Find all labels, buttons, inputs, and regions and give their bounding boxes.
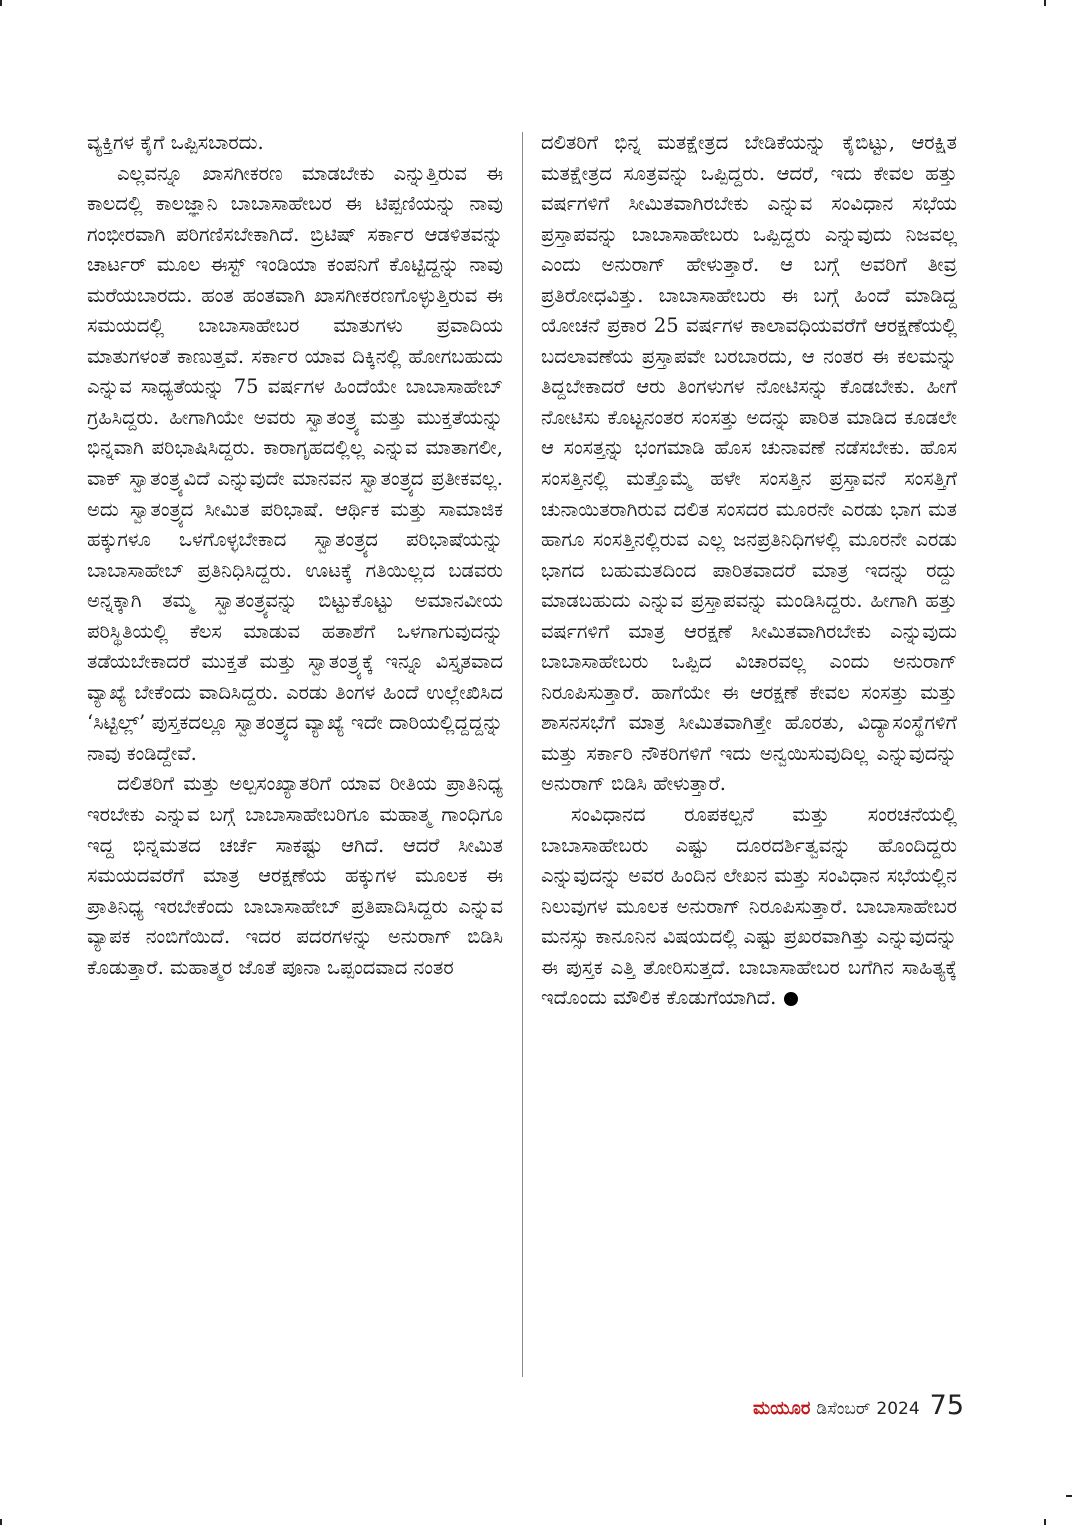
paragraph: ದಲಿತರಿಗೆ ಮತ್ತು ಅಲ್ಪಸಂಖ್ಯಾತರಿಗೆ ಯಾವ ರೀತಿಯ ಪ್ರಾತಿನಿಧ್ಯ ಇರಬೇಕು ಎನ್ನುವ ಬಗ್ಗೆ ಬಾಬಾಸಾಹೇಬರಿಗೂ ಮಹಾತ್ಮ ಗಾಂಧಿಗೂ ಇದ್ದ ಭಿನ್ನಮತದ ಚರ್ಚೆ ಸಾಕಷ್ಟು ಆಗಿದೆ. ಆದರೆ ಸೀಮಿತ ಸಮಯದವರೆಗೆ ಮಾತ್ರ ಆರಕ್ಷಣೆಯ ಹಕ್ಕುಗಳ ಮೂಲಕ ಈ ಪ್ರಾತಿನಿಧ್ಯ ಇರಬೇಕೆಂದು ಬಾಬಾಸಾಹೇಬ್ ಪ್ರತಿಪಾದಿಸಿದ್ದರು ಎನ್ನುವ ವ್ಯಾಪಕ ನಂಬಿಗೆಯಿದೆ. ಇದರ ಪದರಗಳನ್ನು ಅನುರಾಗ್ ಬಿಡಿಸಿ ಕೊಡುತ್ತಾರೆ. ಮಹಾತ್ಮರ ಜೊತೆ ಪೂನಾ ಒಪ್ಪಂದವಾದ ನಂತರ (87, 772, 503, 979)
issue-year: 2024 (876, 1399, 920, 1419)
column-divider (522, 132, 523, 1377)
issue-month: ಡಿಸೆಂಬರ್ (816, 1399, 871, 1419)
left-column (87, 128, 503, 983)
crop-mark-bottom-left (0, 1519, 2, 1525)
page-number: 75 (929, 1390, 964, 1421)
right-column (541, 128, 957, 1014)
paragraph: ವ್ಯಕ್ತಿಗಳ ಕೈಗೆ ಒಪ್ಪಿಸಬಾರದು. (87, 131, 264, 154)
paragraph-final (541, 800, 957, 1014)
paragraph: ದಲಿತರಿಗೆ ಭಿನ್ನ ಮತಕ್ಷೇತ್ರದ ಬೇಡಿಕೆಯನ್ನು ಕೈಬಿಟ್ಟು, ಆರಕ್ಷಿತ ಮತಕ್ಷೇತ್ರದ ಸೂತ್ರವನ್ನು ಒಪ್ಪಿದ್ದರು. ಆದರೆ, ಇದು ಕೇವಲ ಹತ್ತು ವರ್ಷಗಳಿಗೆ ಸೀಮಿತವಾಗಿರಬೇಕು ಎನ್ನುವ ಸಂವಿಧಾನ ಸಭೆಯ ಪ್ರಸ್ತಾಪವನ್ನು ಬಾಬಾಸಾಹೇಬರು ಒಪ್ಪಿದ್ದರು ಎನ್ನುವುದು ನಿಜವಲ್ಲ ಎಂದು ಅನುರಾಗ್ ಹೇಳುತ್ತಾರೆ. ಆ ಬಗ್ಗೆ ಅವರಿಗೆ ತೀವ್ರ ಪ್ರತಿರೋಧವಿತ್ತು. ಬಾಬಾಸಾಹೇಬರು ಈ ಬಗ್ಗೆ ಹಿಂದೆ ಮಾಡಿದ್ದ ಯೋಚನೆ ಪ್ರಕಾರ 25 ವರ್ಷಗಳ ಕಾಲಾವಧಿಯವರೆಗೆ ಆರಕ್ಷಣೆಯಲ್ಲಿ ಬದಲಾವಣೆಯ ಪ್ರಸ್ತಾಪವೇ ಬರಬಾರದು, ಆ ನಂತರ ಈ ಕಲಮನ್ನು ತಿದ್ದಬೇಕಾದರೆ ಆರು ತಿಂಗಳುಗಳ ನೋಟಿಸನ್ನು ಕೊಡಬೇಕು. ಹೀಗೆ ನೋಟಿಸು ಕೊಟ್ಟನಂತರ ಸಂಸತ್ತು ಅದನ್ನು ಪಾರಿತ ಮಾಡಿದ ಕೂಡಲೇ ಆ ಸಂಸತ್ತನ್ನು ಭಂಗಮಾಡಿ ಹೊಸ ಚುನಾವಣೆ ನಡೆಸಬೇಕು. ಹೊಸ ಸಂಸತ್ತಿನಲ್ಲಿ ಮತ್ತೊಮ್ಮೆ ಹಳೇ ಸಂಸತ್ತಿನ ಪ್ರಸ್ತಾವನೆ ಸಂಸತ್ತಿಗೆ ಚುನಾಯಿತರಾಗಿರುವ ದಲಿತ ಸಂಸದರ ಮೂರನೇ ಎರಡು ಭಾಗ ಮತ ಹಾಗೂ ಸಂಸತ್ತಿನಲ್ಲಿರುವ ಎಲ್ಲ ಜನಪ್ರತಿನಿಧಿಗಳಲ್ಲಿ ಮೂರನೇ ಎರಡು ಭಾಗದ ಬಹುಮತದಿಂದ ಪಾರಿತವಾದರೆ ಮಾತ್ರ ಇದನ್ನು ರದ್ದು ಮಾಡಬಹುದು ಎನ್ನುವ ಪ್ರಸ್ತಾಪವನ್ನು ಮಂಡಿಸಿದ್ದರು. ಹೀಗಾಗಿ ಹತ್ತು ವರ್ಷಗಳಿಗೆ ಮಾತ್ರ ಆರಕ್ಷಣೆ ಸೀಮಿತವಾಗಿರಬೇಕು ಎನ್ನುವುದು ಬಾಬಾಸಾಹೇಬರು ಒಪ್ಪಿದ ವಿಚಾರವಲ್ಲ ಎಂದು ಅನುರಾಗ್ ನಿರೂಪಿಸುತ್ತಾರೆ. ಹಾಗೆಯೇ ಈ ಆರಕ್ಷಣೆ ಕೇವಲ ಸಂಸತ್ತು ಮತ್ತು ಶಾಸನಸಭೆಗೆ ಮಾತ್ರ ಸೀಮಿತವಾಗಿತ್ತೇ ಹೊರತು, ವಿದ್ಯಾಸಂಸ್ಥೆಗಳಿಗೆ ಮತ್ತು ಸರ್ಕಾರಿ ನೌಕರಿಗಳಿಗೆ ಇದು ಅನ್ವಯಿಸುವುದಿಲ್ಲ ಎನ್ನುವುದನ್ನು ಅನುರಾಗ್ ಬಿಡಿಸಿ ಹೇಳುತ್ತಾರೆ. (541, 131, 957, 796)
crop-mark-bottom-right (1044, 1519, 1046, 1525)
page-footer (753, 1390, 964, 1421)
crop-mark-top-left (0, 0, 2, 6)
paragraph: ಎಲ್ಲವನ್ನೂ ಖಾಸಗೀಕರಣ ಮಾಡಬೇಕು ಎನ್ನುತ್ತಿರುವ ಈ ಕಾಲದಲ್ಲಿ ಕಾಲಜ್ಞಾನಿ ಬಾಬಾಸಾಹೇಬರ ಈ ಟಿಪ್ಪಣಿಯನ್ನು ನಾವು ಗಂಭೀರವಾಗಿ ಪರಿಗಣಿಸಬೇಕಾಗಿದೆ. ಬ್ರಿಟಿಷ್ ಸರ್ಕಾರ ಆಡಳಿತವನ್ನು ಚಾರ್ಟರ್ ಮೂಲ ಈಸ್ಟ್ ಇಂಡಿಯಾ ಕಂಪನಿಗೆ ಕೊಟ್ಟಿದ್ದನ್ನು ನಾವು ಮರೆಯಬಾರದು. ಹಂತ ಹಂತವಾಗಿ ಖಾಸಗೀಕರಣಗೊಳ್ಳುತ್ತಿರುವ ಈ ಸಮಯದಲ್ಲಿ ಬಾಬಾಸಾಹೇಬರ ಮಾತುಗಳು ಪ್ರವಾದಿಯ ಮಾತುಗಳಂತೆ ಕಾಣುತ್ತವೆ. ಸರ್ಕಾರ ಯಾವ ದಿಕ್ಕಿನಲ್ಲಿ ಹೋಗಬಹುದು ಎನ್ನುವ ಸಾಧ್ಯತೆಯನ್ನು 75 ವರ್ಷಗಳ ಹಿಂದೆಯೇ ಬಾಬಾಸಾಹೇಬ್ ಗ್ರಹಿಸಿದ್ದರು. ಹೀಗಾಗಿಯೇ ಅವರು ಸ್ವಾತಂತ್ರ್ಯ ಮತ್ತು ಮುಕ್ತತೆಯನ್ನು ಭಿನ್ನವಾಗಿ ಪರಿಭಾಷಿಸಿದ್ದರು. ಕಾರಾಗೃಹದಲ್ಲಿಲ್ಲ ಎನ್ನುವ ಮಾತಾಗಲೀ, ವಾಕ್ ಸ್ವಾತಂತ್ರ್ಯವಿದೆ ಎನ್ನುವುದೇ ಮಾನವನ ಸ್ವಾತಂತ್ರ್ಯದ ಪ್ರತೀಕವಲ್ಲ. ಅದು ಸ್ವಾತಂತ್ರ್ಯದ ಸೀಮಿತ ಪರಿಭಾಷೆ. ಆರ್ಥಿಕ ಮತ್ತು ಸಾಮಾಜಿಕ ಹಕ್ಕುಗಳೂ ಒಳಗೊಳ್ಳಬೇಕಾದ ಸ್ವಾತಂತ್ರ್ಯದ ಪರಿಭಾಷೆಯನ್ನು ಬಾಬಾಸಾಹೇಬ್ ಪ್ರತಿನಿಧಿಸಿದ್ದರು. ಊಟಕ್ಕೆ ಗತಿಯಿಲ್ಲದ ಬಡವರು ಅನ್ನಕ್ಕಾಗಿ ತಮ್ಮ ಸ್ವಾತಂತ್ರ್ಯವನ್ನು ಬಿಟ್ಟುಕೊಟ್ಟು ಅಮಾನವೀಯ ಪರಿಸ್ಥಿತಿಯಲ್ಲಿ ಕೆಲಸ ಮಾಡುವ ಹತಾಶೆಗೆ ಒಳಗಾಗುವುದನ್ನು ತಡೆಯಬೇಕಾದರೆ ಮುಕ್ತತೆ ಮತ್ತು ಸ್ವಾತಂತ್ರ್ಯಕ್ಕೆ ಇನ್ನೂ ವಿಸ್ತೃತವಾದ ವ್ಯಾಖ್ಯೆ ಬೇಕೆಂದು ವಾದಿಸಿದ್ದರು. ಎರಡು ತಿಂಗಳ ಹಿಂದೆ ಉಲ್ಲೇಖಿಸಿದ ‘ಸಿಟ್ಟಿಲ್ಲ್’ ಪುಸ್ತಕದಲ್ಲೂ ಸ್ವಾತಂತ್ರ್ಯದ ವ್ಯಾಖ್ಯೆ ಇದೇ ದಾರಿಯಲ್ಲಿದ್ದದ್ದನ್ನು ನಾವು ಕಂಡಿದ್ದೇವೆ. (87, 161, 503, 765)
end-of-article-bullet-icon (784, 992, 798, 1006)
paragraph-text: ಸಂವಿಧಾನದ ರೂಪಕಲ್ಪನೆ ಮತ್ತು ಸಂರಚನೆಯಲ್ಲಿ ಬಾಬಾಸಾಹೇಬರು ಎಷ್ಟು ದೂರದರ್ಶಿತ್ವವನ್ನು ಹೊಂದಿದ್ದರು ಎನ್ನುವುದನ್ನು ಅವರ ಹಿಂದಿನ ಲೇಖನ ಮತ್ತು ಸಂವಿಧಾನ ಸಭೆಯಲ್ಲಿನ ನಿಲುವುಗಳ ಮೂಲಕ ಅನುರಾಗ್ ನಿರೂಪಿಸುತ್ತಾರೆ. ಬಾಬಾಸಾಹೇಬರ ಮನಸ್ಸು ಕಾನೂನಿನ ವಿಷಯದಲ್ಲಿ ಎಷ್ಟು ಪ್ರಖರವಾಗಿತ್ತು ಎನ್ನುವುದನ್ನು ಈ ಪುಸ್ತಕ ಎತ್ತಿ ತೋರಿಸುತ್ತದೆ. ಬಾಬಾಸಾಹೇಬರ ಬಗೆಗಿನ ಸಾಹಿತ್ಯಕ್ಕೆ ಇದೊಂದು ಮೌಲಿಕ ಕೊಡುಗೆಯಾಗಿದೆ. (541, 803, 957, 1010)
crop-mark-right-edge (1066, 1495, 1072, 1497)
magazine-logo: ಮಯೂರ (753, 1398, 811, 1419)
crop-mark-top-right (1044, 0, 1046, 6)
